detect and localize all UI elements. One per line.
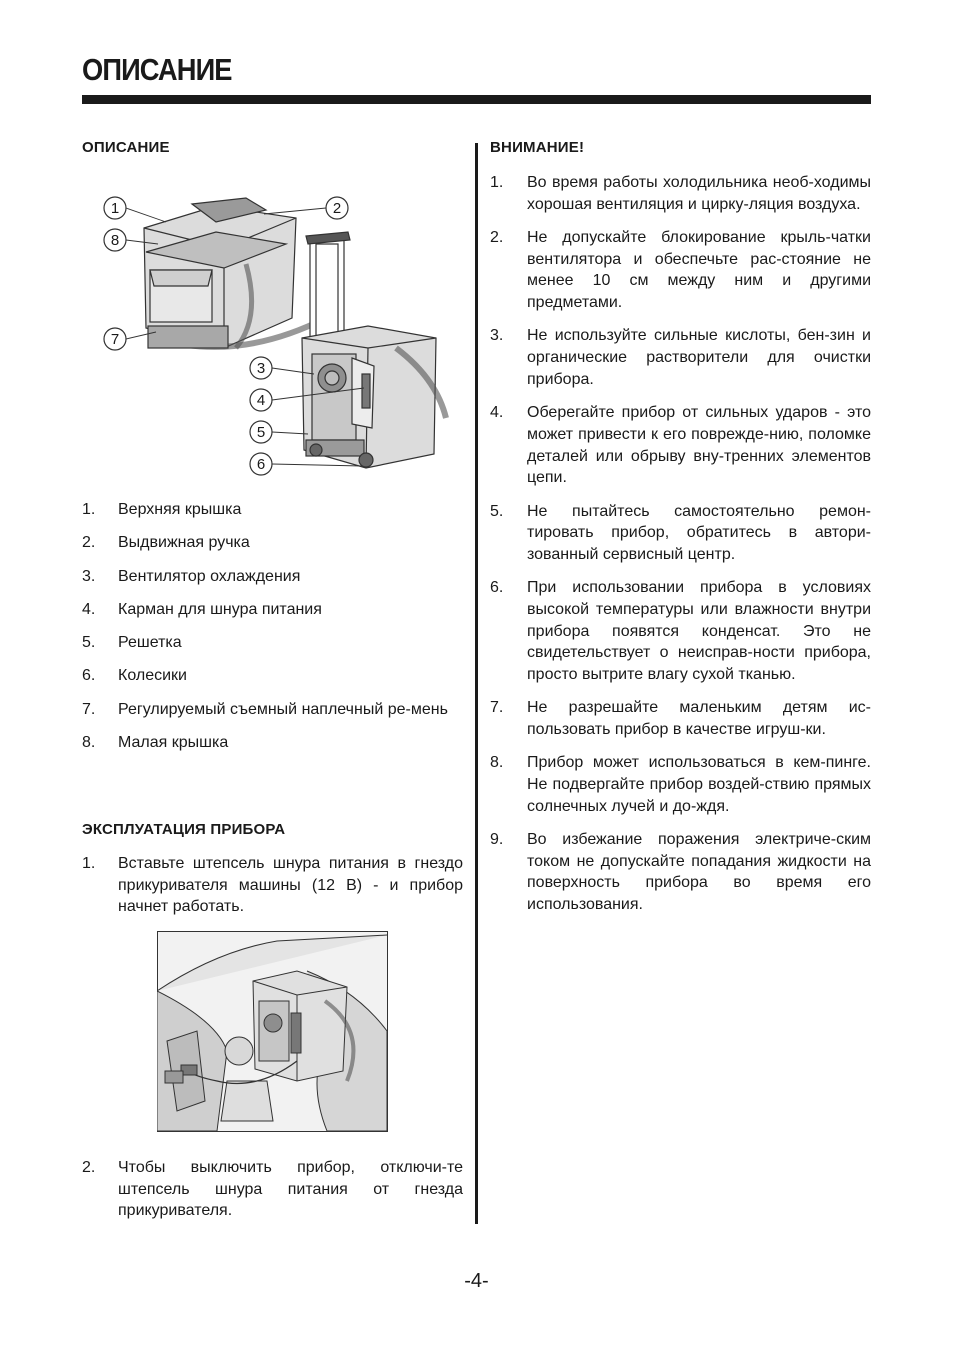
callout-label: 8 [110, 232, 120, 249]
list-item: 5. Не пытайтесь самостоятельно ремон-тировать прибор, обратитесь в автори-зованный сервисный центр. [490, 502, 871, 563]
list-item: 8. Малая крышка [82, 734, 229, 752]
list-item: 3. Не используйте сильные кислоты, бен-зин и органические растворители для очистки прибора. [490, 327, 871, 388]
operation-heading: ЭКСПЛУАТАЦИЯ ПРИБОРА [82, 821, 286, 838]
list-item: 7. Регулируемый съемный наплечный ре-мень [82, 700, 448, 718]
list-item: 1. Вставьте штепсель шнура питания в гнездо прикуривателя машины (12 В) - и прибор начнет работать. [82, 855, 463, 916]
list-item: 3. Вентилятор охлаждения [82, 567, 301, 585]
title-rule [82, 95, 871, 104]
page-number: -4- [464, 1270, 489, 1292]
car-usage-illustration [157, 931, 388, 1132]
callout-label: 7 [110, 331, 120, 348]
list-item: 2. Не допускайте блокирование крыль-чатки вентилятора и обеспечьте рас-стояние не менее 10 см между ним и другими предметами. [490, 229, 871, 312]
warnings-list [490, 172, 871, 927]
warning-heading: ВНИМАНИЕ! [490, 139, 585, 156]
operation-steps-1 [82, 853, 463, 930]
list-item: 4. Оберегайте прибор от сильных ударов - это может привести к его поврежде-нию, поломке деталей или обрыву вну-тренних элементов цепи. [490, 404, 871, 487]
list-item: 8. Прибор может использоваться в кем-пинге. Не подвергайте прибор воздей-ствию прямых солнечных лучей и до-ждя. [490, 754, 871, 815]
callout-label: 3 [256, 360, 266, 377]
callout-label: 2 [332, 200, 342, 217]
callout-label: 6 [256, 456, 266, 473]
operation-steps-2 [82, 1157, 463, 1234]
callout-label: 4 [256, 392, 266, 409]
list-item: 1. Во время работы холодильника необ-ходимы хорошая вентиляция и цирку-ляция воздуха. [490, 174, 871, 213]
page-title: ОПИСАНИЕ [82, 52, 232, 87]
column-divider [475, 143, 478, 1224]
list-item: 5. Решетка [82, 634, 182, 652]
callout-label: 1 [110, 200, 120, 217]
list-item: 4. Карман для шнура питания [82, 600, 322, 618]
list-item: 2. Чтобы выключить прибор, отключи-те штепсель шнура питания от гнезда прикуривателя. [82, 1159, 463, 1220]
list-item: 1. Верхняя крышка [82, 501, 242, 518]
callout-label: 5 [256, 424, 266, 441]
list-item: 7. Не разрешайте маленьким детям ис-пользовать прибор в качестве игруш-ки. [490, 699, 871, 739]
list-item: 2. Выдвижная ручка [82, 534, 250, 552]
list-item: 6. При использовании прибора в условиях высокой температуры или влажности внутри прибора появятся конденсат. Это не свидетельствует о неисправ-ности прибора, просто вытрите влагу сухой тканью. [490, 579, 871, 684]
parts-list [82, 499, 463, 765]
cooler-parts-illustration [96, 188, 466, 480]
list-item: 9. Во избежание поражения электриче-ским током не допускайте попадания жидкости на поверхность прибора во время его использования. [490, 831, 871, 914]
list-item: 6. Колесики [82, 667, 187, 685]
description-heading: ОПИСАНИЕ [82, 139, 170, 156]
